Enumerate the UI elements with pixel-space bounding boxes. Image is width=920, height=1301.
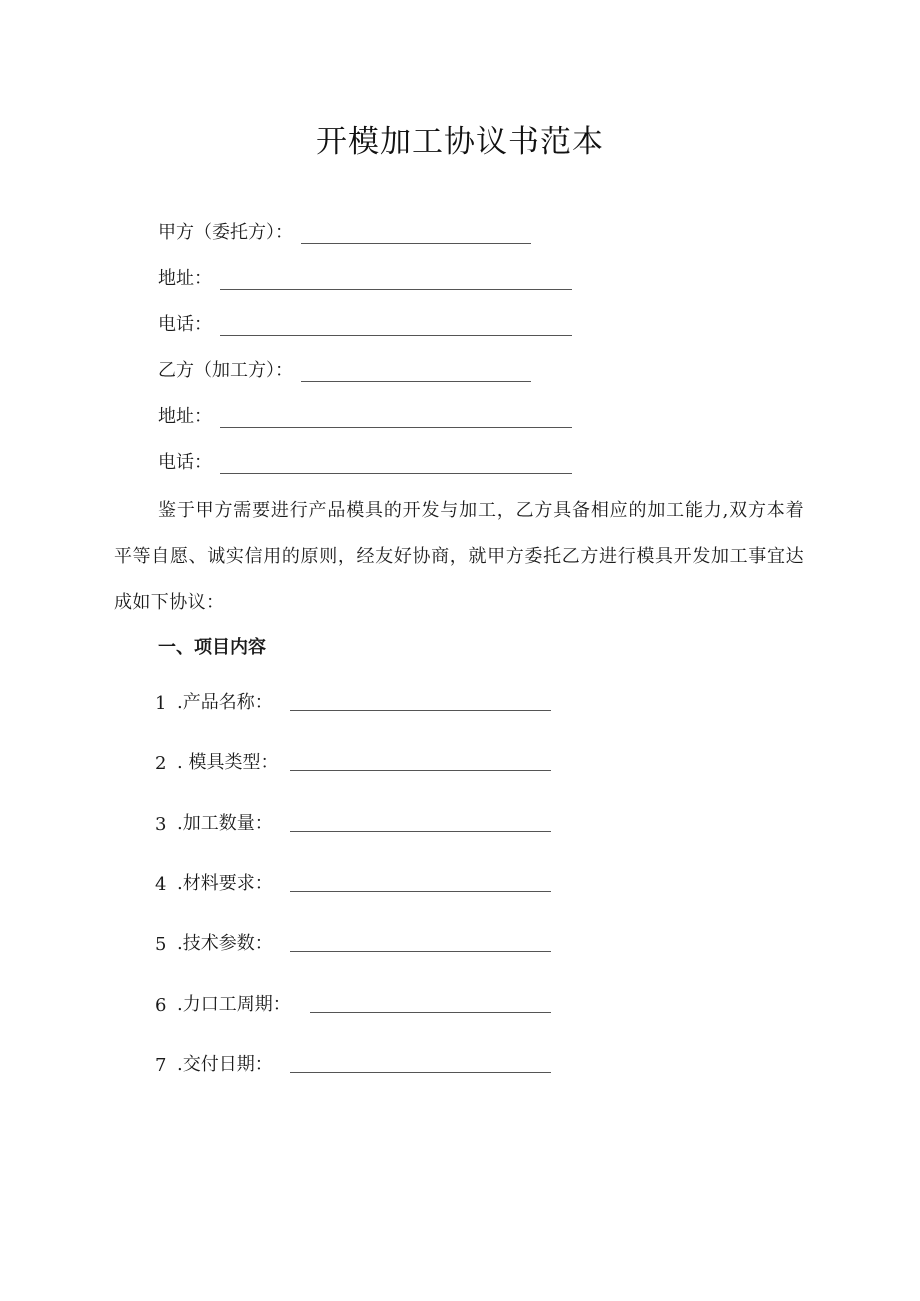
item-product-name [155,686,273,714]
party-b-phone-field [158,446,572,474]
party-a-blank[interactable] [301,225,531,244]
party-b-phone-blank[interactable] [220,455,572,474]
section-heading: 一、项目内容 [158,637,266,658]
item-blank[interactable] [290,710,551,711]
item-blank[interactable] [290,1072,551,1073]
party-b-label: 乙方（加工方）： [158,360,293,381]
item-blank[interactable] [290,831,551,832]
item-blank[interactable] [290,951,551,952]
item-number: 5 [155,934,167,955]
party-b-blank[interactable] [301,363,531,382]
item-label: .力口工周期： [177,994,291,1015]
item-mold-type [155,746,278,774]
party-b-address-blank[interactable] [220,409,572,428]
item-material [155,867,273,895]
item-tech-params [155,927,273,955]
item-label: .加工数量： [177,813,273,834]
party-b-phone-label: 电话： [158,452,212,473]
party-a-address-field [158,262,572,290]
item-number: 4 [155,874,167,895]
party-a-address-blank[interactable] [220,271,572,290]
item-blank[interactable] [310,1012,551,1013]
party-a-phone-label: 电话： [158,314,212,335]
item-blank[interactable] [290,891,551,892]
item-quantity [155,807,273,835]
item-blank[interactable] [290,770,551,771]
party-a-phone-field [158,308,572,336]
party-b-field [158,354,531,382]
item-label: .材料要求： [177,873,273,894]
item-number: 2 [155,753,167,774]
preamble-paragraph: 鉴于甲方需要进行产品模具的开发与加工，乙方具备相应的加工能力,双方本着平等自愿、诚实信用的原则，经友好协商，就甲方委托乙方进行模具开发加工事宜达成如下协议： [114,500,804,613]
item-number: 6 [155,995,167,1016]
party-a-field [158,216,531,244]
party-a-label: 甲方（委托方）： [158,222,293,243]
item-label: .交付日期： [177,1054,273,1075]
page-title: 开模加工协议书范本 [316,124,604,160]
item-delivery-date [155,1048,273,1076]
party-a-phone-blank[interactable] [220,317,572,336]
item-number: 7 [155,1055,167,1076]
item-number: 1 [155,693,167,714]
party-a-address-label: 地址： [158,268,212,289]
party-b-address-label: 地址： [158,406,212,427]
item-label: .技术参数： [177,933,273,954]
party-b-address-field [158,400,572,428]
item-processing-period [155,988,291,1016]
item-label: . 模具类型： [177,752,279,773]
item-number: 3 [155,814,167,835]
item-label: .产品名称： [177,692,273,713]
